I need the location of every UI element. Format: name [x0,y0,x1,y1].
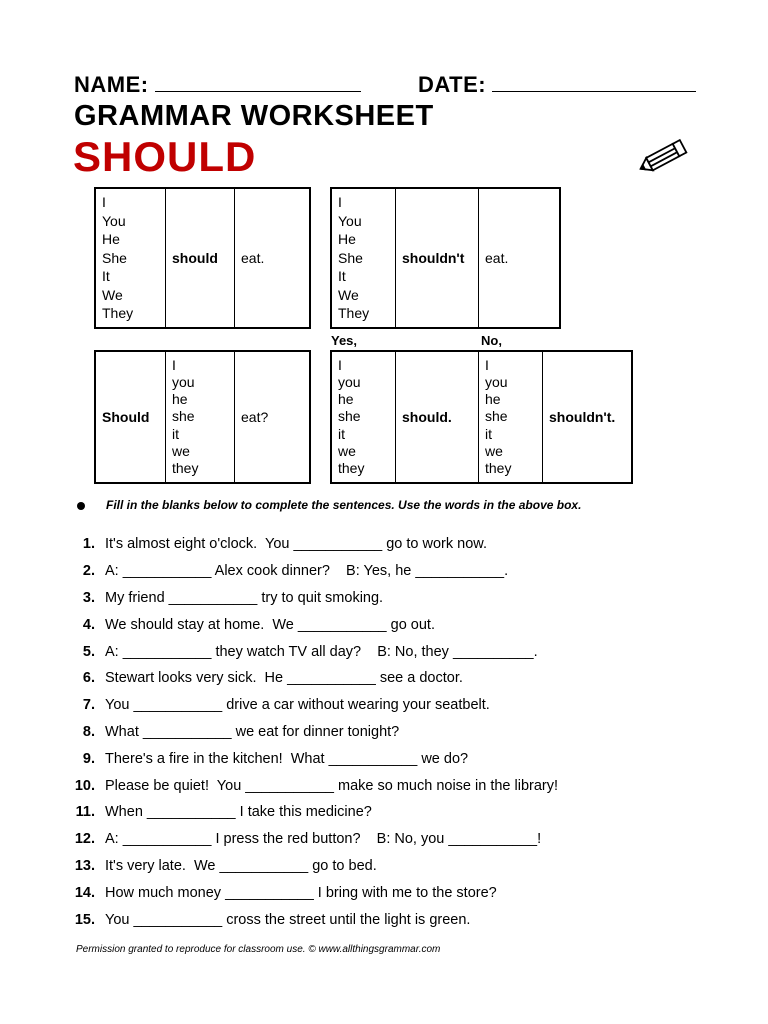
affirmative-table [94,187,311,329]
pronoun: they [485,459,512,476]
verb-cell: eat. [479,188,561,328]
pronoun: You [338,212,362,229]
pronoun-cell [166,351,235,483]
pronoun: you [485,374,508,391]
date-blank[interactable] [492,73,696,92]
question-item [60,531,680,558]
no-label: No, [481,333,502,348]
pronoun: we [338,442,356,459]
question-number: 12. [74,831,95,848]
question-number: 7. [82,697,95,714]
pronoun: we [172,442,190,459]
verb-cell: eat? [235,351,311,483]
question-item [60,799,680,826]
pronoun: he [172,391,188,408]
bullet-icon [77,502,85,510]
pronoun-cell [331,351,396,483]
pronoun: it [172,425,179,442]
pronoun: it [338,425,345,442]
question-number: 1. [82,536,95,553]
pronoun: I [485,356,489,373]
question-number: 6. [82,670,95,687]
pronoun: She [102,249,127,266]
yes-label: Yes, [331,333,358,348]
pronoun: It [338,268,346,285]
modal-cell: Should [95,351,166,483]
date-field [418,72,696,98]
instruction-text: Fill in the blanks below to complete the sentences. Use the words in the above box. [106,498,582,512]
pronoun: You [102,212,126,229]
question-text: We should stay at home. We ___________ go out. [105,616,435,633]
pronoun: they [338,459,365,476]
pronoun: He [102,231,120,248]
pronoun: I [338,194,342,211]
pronoun: It [102,268,110,285]
question-item [60,611,680,638]
question-text: A: ___________ they watch TV all day? B: No, they __________. [105,643,538,660]
pronoun: we [485,442,503,459]
pronoun: you [338,374,361,391]
question-number: 9. [82,750,95,767]
question-text: There's a fire in the kitchen! What ___________ we do? [105,750,469,767]
question-number: 8. [82,723,95,740]
question-item [60,558,680,585]
name-field [74,72,361,98]
question-item [60,719,680,746]
pronoun: she [172,408,195,425]
pronoun: she [485,408,508,425]
question-number: 5. [82,643,95,660]
pronoun-cell [331,188,396,328]
pronoun-cell [479,351,543,483]
question-item [60,853,680,880]
worksheet-subtitle: SHOULD [73,133,257,180]
modal-cell: shouldn't [396,188,479,328]
question-text: It's very late. We ___________ go to bed. [105,857,377,874]
pronoun: We [102,286,123,303]
pronoun: I [102,194,106,211]
question-text: A: ___________ Alex cook dinner? B: Yes, he ___________. [105,563,509,580]
pronoun: she [338,408,361,425]
question-item [60,772,680,799]
question-item [60,879,680,906]
question-text: Stewart looks very sick. He ___________ see a doctor. [105,670,463,687]
modal-cell: should [166,188,235,328]
question-item [60,826,680,853]
question-text: It's almost eight o'clock. You ___________ go to work now. [105,536,487,553]
question-number: 4. [82,616,95,633]
question-item [60,692,680,719]
pencil-icon [632,136,690,180]
question-number: 3. [82,589,95,606]
negative-table [330,187,561,329]
date-label: DATE: [418,72,487,97]
yes-modal-cell: should. [396,351,479,483]
answers-table [330,350,633,484]
question-text: My friend ___________ try to quit smoking. [105,589,384,606]
pronoun: I [172,356,176,373]
question-list [60,531,680,933]
question-item [60,906,680,933]
question-text: Please be quiet! You ___________ make so much noise in the library! [105,777,559,794]
no-modal-cell: shouldn't. [543,351,633,483]
question-item [60,638,680,665]
verb-cell: eat. [235,188,311,328]
question-text: What ___________ we eat for dinner tonight? [105,723,400,740]
pronoun: it [485,425,492,442]
pronoun: They [102,305,134,322]
worksheet-title: GRAMMAR WORKSHEET [74,100,434,132]
pronoun: he [338,391,354,408]
question-text: How much money ___________ I bring with me to the store? [105,884,497,901]
question-number: 14. [74,884,95,901]
pronoun: She [338,249,363,266]
pronoun: you [172,374,195,391]
question-number: 15. [74,911,95,928]
pronoun: He [338,231,356,248]
question-text: A: ___________ I press the red button? B: No, you ___________! [105,831,542,848]
name-label: NAME: [74,72,149,97]
question-table [94,350,311,484]
question-text: You ___________ cross the street until the light is green. [105,911,471,928]
pronoun: he [485,391,501,408]
pronoun: they [172,459,199,476]
question-text: You ___________ drive a car without wearing your seatbelt. [105,697,490,714]
question-item [60,745,680,772]
pronoun: We [338,286,359,303]
footer-note: Permission granted to reproduce for classroom use. © www.allthingsgrammar.com [76,944,441,955]
pronoun: They [338,305,370,322]
question-number: 13. [74,857,95,874]
question-number: 2. [82,563,95,580]
pronoun: I [338,356,342,373]
name-blank[interactable] [155,73,361,92]
question-number: 10. [74,777,95,794]
pronoun-cell [95,188,166,328]
question-item [60,665,680,692]
question-item [60,585,680,612]
question-number: 11. [75,804,95,821]
question-text: When ___________ I take this medicine? [105,804,372,821]
